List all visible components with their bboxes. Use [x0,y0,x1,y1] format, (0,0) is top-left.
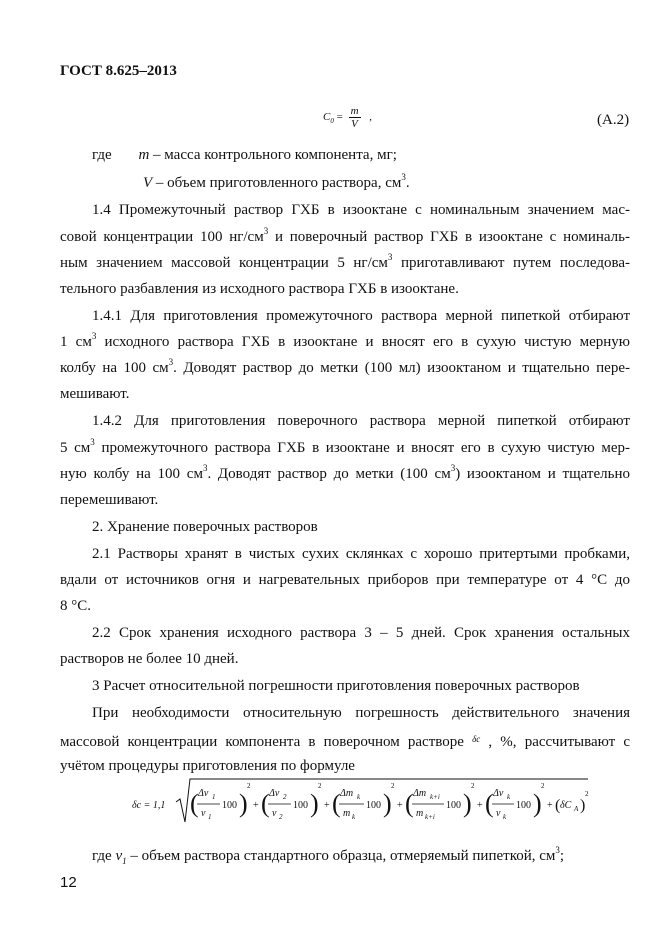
section-2-title: 2. Хранение поверочных растворов [92,519,318,535]
p14-l3sup: 3 [387,252,393,262]
final-pre: где [92,848,116,864]
t2-factor: 100 [293,800,308,811]
final-text: – объем раствора стандартного образца, отмеряемый пипеткой, см [126,848,556,864]
p14-l2b: и поверочный раствор ГХБ в изооктане с номиналь- [268,229,631,245]
formula-lhs: δc = 1,1 [132,800,166,811]
eq-comma: , [369,111,373,124]
p142-line-2 [60,438,630,458]
t3-sq: 2 [391,782,395,790]
p22-line-2: растворов не более 10 дней. [60,651,239,667]
t5-num-sub: k [507,793,511,801]
p3-line-2 [60,729,630,752]
p21-line-2: вдали от источников огня и нагревательных приборов при температуре от 4 °С до [60,572,630,588]
p3-l2a: массовой концентрации компонента в поверочном растворе [60,734,464,750]
eq-equals: = [336,111,343,124]
eq-denominator: V [351,118,358,130]
final-symbol-sub: 1 [122,856,127,866]
p14-l2sup: 3 [263,226,269,236]
p142-line-1: 1.4.2 Для приготовления поверочного раствора мерной пипеткой отбирают [92,413,630,429]
t4-den-sub: k+i [425,813,435,821]
plus-4: + [477,800,483,811]
eq-lhs: C [323,111,331,124]
t4-num-sub: k+i [430,793,440,801]
t5-den: v [496,808,501,819]
document-header: ГОСТ 8.625–2013 [60,63,177,79]
t6-sub: A [574,805,579,813]
t5-sq: 2 [541,782,545,790]
t4-factor: 100 [446,800,461,811]
t3-factor: 100 [366,800,381,811]
final-end: ; [559,848,565,864]
p141-l2b: исходного раствора ГХБ в изооктане и вносят его в сухую чистую мерную [96,334,630,350]
p141-line-1: 1.4.1 Для приготовления промежуточного раствора мерной пипеткой отбирают [92,308,630,324]
t4-den: m [416,808,424,819]
t4-rparen: ) [463,789,472,818]
t3-num-sub: k [357,793,361,801]
eq-lhs-sub: 0 [330,117,334,126]
t5-num: Δv [493,788,504,799]
t4-num: Δm [413,788,427,799]
p142-line-3 [60,464,630,484]
where-v-text: – объем приготовленного раствора, см [152,175,402,191]
t2-num: Δv [269,788,280,799]
p142-line-4: перемешивают. [60,492,159,508]
p141-l3sup: 3 [168,357,174,367]
t1-den-sub: 1 [208,813,212,821]
p142-l2a: 5 см [60,440,91,456]
t4-lparen: ( [405,789,414,818]
t1-rparen: ) [239,789,248,818]
t5-factor: 100 [516,800,531,811]
t3-rparen: ) [383,789,392,818]
p142-l3b: . Доводят раствор до метки (100 см [207,466,451,482]
page-number: 12 [60,874,77,891]
where-m-symbol: m [138,147,150,163]
t4-sq: 2 [471,782,475,790]
p22-line-1: 2.2 Срок хранения исходного раствора 3 – 5 дней. Срок хранения остальных [92,625,630,641]
p21-line-3: 8 °С. [60,598,92,614]
p142-l3a: ную колбу на 100 см [60,466,203,482]
t5-lparen: ( [485,789,494,818]
t6-sq: 2 [585,790,589,798]
p3-line-3: учётом процедуры приготовления по формуле [60,758,355,774]
p3-l2b: , %, рассчитывают с [488,734,630,750]
t6-body: δC [560,800,572,811]
p141-l2a: 1 см [60,334,92,350]
final-line [92,846,630,871]
uncertainty-formula [128,776,593,830]
t5-rparen: ) [533,789,542,818]
t1-den: v [201,808,206,819]
t6-lparen: ( [555,797,561,814]
t1-factor: 100 [222,800,237,811]
t2-den: v [272,808,277,819]
where-m-text: – масса контрольного компонента, мг; [149,147,397,163]
p14-l3b: приготавливают путем последова- [392,255,630,271]
t3-den-sub: k [352,813,356,821]
t2-den-sub: 2 [279,813,283,821]
p141-line-2 [60,332,630,352]
plus-3: + [397,800,403,811]
eq-numerator: m [350,105,359,117]
p141-line-4: мешивают. [60,386,130,402]
where-line-v [143,173,661,193]
p14-line-1: 1.4 Промежуточный раствор ГХБ в изооктане с номинальным значением мас- [92,202,630,218]
equation-number: (А.2) [597,112,630,128]
t3-num: Δm [340,788,354,799]
t2-num-sub: 2 [283,793,287,801]
where-v-sup: 3 [401,172,406,182]
p21-line-1: 2.1 Растворы хранят в чистых сухих склянках с хорошо притертыми пробками, [92,546,630,562]
p142-l2sup: 3 [90,437,95,447]
plus-1: + [253,800,259,811]
where-v-symbol: V [143,175,153,191]
plus-5: + [547,800,553,811]
t1-num-sub: 1 [212,793,216,801]
section-3-title: 3 Расчет относительной погрешности приготовления поверочных растворов [92,678,580,694]
p142-l3sup2: 3 [450,463,456,473]
t5-den-sub: k [503,813,507,821]
t6-rparen: ) [580,797,586,814]
p141-line-3 [60,358,630,378]
t2-sq: 2 [318,782,322,790]
p142-l3c: ) изооктаном и тщательно [455,466,630,482]
p14-line-2 [60,227,630,247]
t1-num: Δv [198,788,209,799]
t3-lparen: ( [332,789,341,818]
where-line-m [92,145,661,165]
final-symbol: v [115,848,123,864]
where-v-end: . [405,175,410,191]
p3-line-1: При необходимости относительную погрешность действительного значения [92,705,630,721]
plus-2: + [324,800,330,811]
p14-line-4: тельного разбавления из исходного раствора ГХБ в изооктане. [60,281,459,297]
p14-l3a: ным значением массовой концентрации 5 нг/см [60,255,388,271]
p142-l3sup: 3 [202,463,208,473]
p14-line-3 [60,253,630,273]
equation-a2 [323,105,372,130]
final-sup: 3 [555,845,560,855]
eq-fraction [349,105,361,130]
t3-den: m [343,808,351,819]
t2-lparen: ( [261,789,270,818]
where-label: где [92,147,112,163]
p141-l3a: колбу на 100 см [60,360,169,376]
t1-lparen: ( [190,789,199,818]
p3-l2sym: δc [472,734,481,744]
p142-l2b: промежуточного раствора ГХБ в изооктане и вносят его в сухую чистую мер- [94,440,630,456]
p14-l2a: совой концентрации 100 нг/см [60,229,264,245]
t1-sq: 2 [247,782,251,790]
p141-l3b: . Доводят раствор до метки (100 мл) изооктаном и тщательно пере- [173,360,630,376]
t2-rparen: ) [310,789,319,818]
p141-l2sup: 3 [91,331,97,341]
